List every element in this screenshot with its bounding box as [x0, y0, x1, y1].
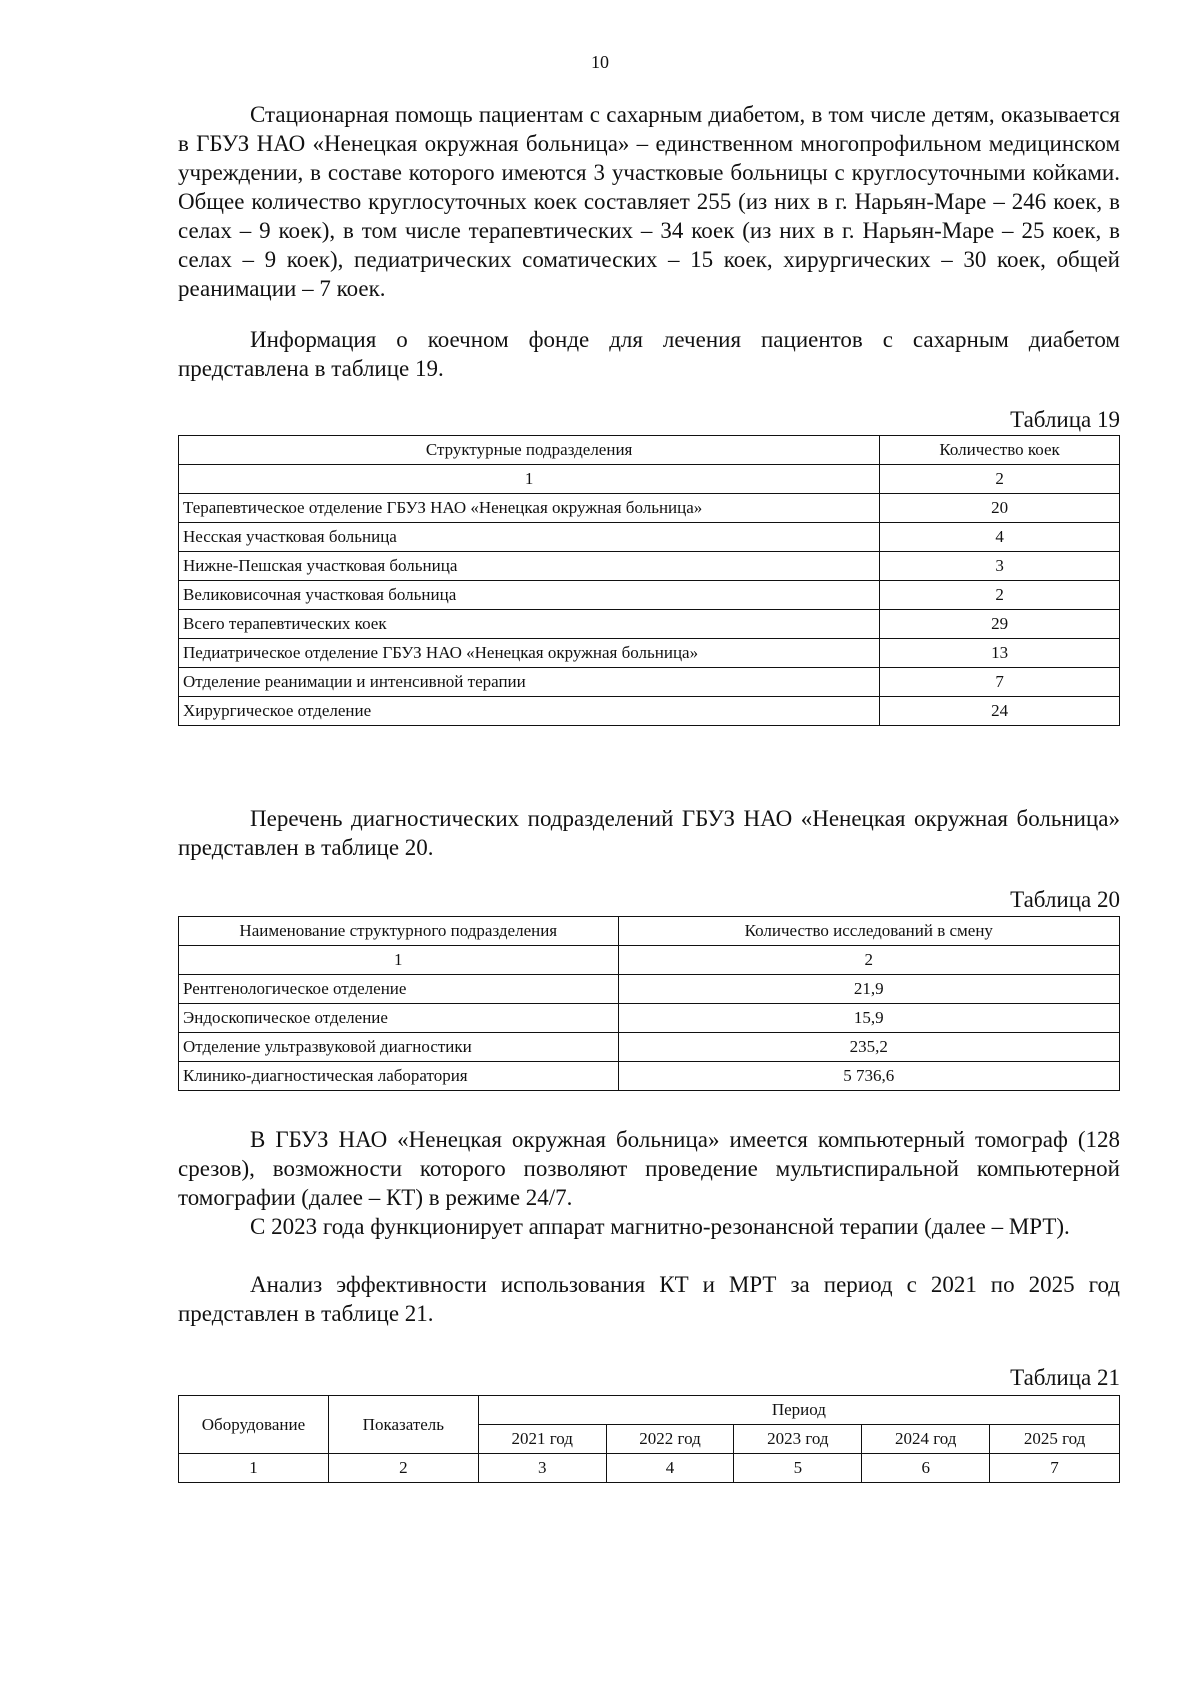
- table-row: [179, 552, 1120, 581]
- bed-count-cell: 7: [880, 668, 1120, 697]
- table-header-row: [179, 436, 1120, 465]
- table-numbering-row: [179, 465, 1120, 494]
- page-number: 10: [591, 52, 609, 72]
- department-cell: Эндоскопическое отделение: [179, 1004, 619, 1033]
- department-cell: Педиатрическое отделение ГБУЗ НАО «Ненецкая окружная больница»: [179, 639, 880, 668]
- department-cell: Всего терапевтических коек: [179, 610, 880, 639]
- numbering-cell: 1: [179, 1454, 329, 1483]
- paragraph-ct-scanner: В ГБУЗ НАО «Ненецкая окружная больница» имеется компьютерный томограф (128 срезов), возможности которого позволяют проведение мультиспиральной компьютерной томографии (далее – КТ) в режиме 24/7.: [178, 1127, 1120, 1210]
- table-row: [179, 1004, 1120, 1033]
- bed-count-cell: 3: [880, 552, 1120, 581]
- numbering-cell: 2: [618, 946, 1119, 975]
- table20-diagnostics: [178, 916, 1120, 1091]
- exam-count-cell: 15,9: [618, 1004, 1119, 1033]
- header-cell: Количество исследований в смену: [618, 917, 1119, 946]
- table20-caption: Таблица 20: [1010, 887, 1120, 912]
- header-cell-period: Период: [478, 1396, 1119, 1425]
- paragraph-bed-fund-intro: Информация о коечном фонде для лечения пациентов с сахарным диабетом представлена в таблице 19.: [178, 327, 1120, 381]
- department-cell: Несская участковая больница: [179, 523, 880, 552]
- department-cell: Клинико-диагностическая лаборатория: [179, 1062, 619, 1091]
- table-row: [179, 639, 1120, 668]
- numbering-cell: 7: [990, 1454, 1120, 1483]
- table-row: [179, 668, 1120, 697]
- table-row: [179, 494, 1120, 523]
- header-cell-year: 2025 год: [990, 1425, 1120, 1454]
- header-cell-indicator: Показатель: [328, 1396, 478, 1454]
- table-numbering-row: [179, 946, 1120, 975]
- table-row: [179, 975, 1120, 1004]
- paragraph-mrt: С 2023 года функционирует аппарат магнитно-резонансной терапии (далее – МРТ).: [250, 1214, 1070, 1239]
- header-cell: Количество коек: [880, 436, 1120, 465]
- table19-caption: Таблица 19: [1010, 407, 1120, 432]
- numbering-cell: 2: [880, 465, 1120, 494]
- table-header-row: [179, 917, 1120, 946]
- bed-count-cell: 29: [880, 610, 1120, 639]
- table-row: [179, 610, 1120, 639]
- department-cell: Отделение реанимации и интенсивной терапии: [179, 668, 880, 697]
- header-cell-year: 2021 год: [478, 1425, 606, 1454]
- department-cell: Хирургическое отделение: [179, 697, 880, 726]
- table-row: [179, 1062, 1120, 1091]
- table-header-row: [179, 1396, 1120, 1425]
- table-row: [179, 523, 1120, 552]
- bed-count-cell: 4: [880, 523, 1120, 552]
- bed-count-cell: 2: [880, 581, 1120, 610]
- exam-count-cell: 5 736,6: [618, 1062, 1119, 1091]
- bed-count-cell: 20: [880, 494, 1120, 523]
- table21-caption: Таблица 21: [1010, 1365, 1120, 1390]
- paragraph-inpatient-care: Стационарная помощь пациентам с сахарным диабетом, в том числе детям, оказывается в ГБУЗ НАО «Ненецкая окружная больница» – единственном многопрофильном медицинском учреждении, в составе которого имеются 3 участковые больницы с круглосуточными койками. Общее количество круглосуточных коек составляет 255 (из них в г. Нарьян-Маре – 246 коек, в селах – 9 коек), в том числе терапевтических – 34 коек (из них в г. Нарьян-Маре – 25 коек, в селах – 9 коек), педиатрических соматических – 15 коек, хирургических – 30 коек, общей реанимации – 7 коек.: [178, 102, 1120, 301]
- numbering-cell: 2: [328, 1454, 478, 1483]
- table-numbering-row: [179, 1454, 1120, 1483]
- header-cell-year: 2022 год: [606, 1425, 734, 1454]
- paragraph-ct-mrt-analysis: Анализ эффективности использования КТ и МРТ за период с 2021 по 2025 год представлен в таблице 21.: [178, 1272, 1120, 1326]
- department-cell: Нижне-Пешская участковая больница: [179, 552, 880, 581]
- numbering-cell: 5: [734, 1454, 862, 1483]
- header-cell: Наименование структурного подразделения: [179, 917, 619, 946]
- department-cell: Терапевтическое отделение ГБУЗ НАО «Ненецкая окружная больница»: [179, 494, 880, 523]
- numbering-cell: 1: [179, 946, 619, 975]
- table19-bed-fund: [178, 435, 1120, 726]
- bed-count-cell: 13: [880, 639, 1120, 668]
- numbering-cell: 4: [606, 1454, 734, 1483]
- department-cell: Отделение ультразвуковой диагностики: [179, 1033, 619, 1062]
- header-cell-year: 2024 год: [862, 1425, 990, 1454]
- table-row: [179, 581, 1120, 610]
- table21-ct-mrt-efficiency: [178, 1395, 1120, 1483]
- table-row: [179, 697, 1120, 726]
- table-row: [179, 1033, 1120, 1062]
- exam-count-cell: 21,9: [618, 975, 1119, 1004]
- bed-count-cell: 24: [880, 697, 1120, 726]
- header-cell-year: 2023 год: [734, 1425, 862, 1454]
- exam-count-cell: 235,2: [618, 1033, 1119, 1062]
- header-cell-equipment: Оборудование: [179, 1396, 329, 1454]
- department-cell: Великовисочная участковая больница: [179, 581, 880, 610]
- department-cell: Рентгенологическое отделение: [179, 975, 619, 1004]
- header-cell: Структурные подразделения: [179, 436, 880, 465]
- numbering-cell: 6: [862, 1454, 990, 1483]
- numbering-cell: 1: [179, 465, 880, 494]
- numbering-cell: 3: [478, 1454, 606, 1483]
- paragraph-diagnostics-intro: Перечень диагностических подразделений ГБУЗ НАО «Ненецкая окружная больница» представлен в таблице 20.: [178, 806, 1120, 860]
